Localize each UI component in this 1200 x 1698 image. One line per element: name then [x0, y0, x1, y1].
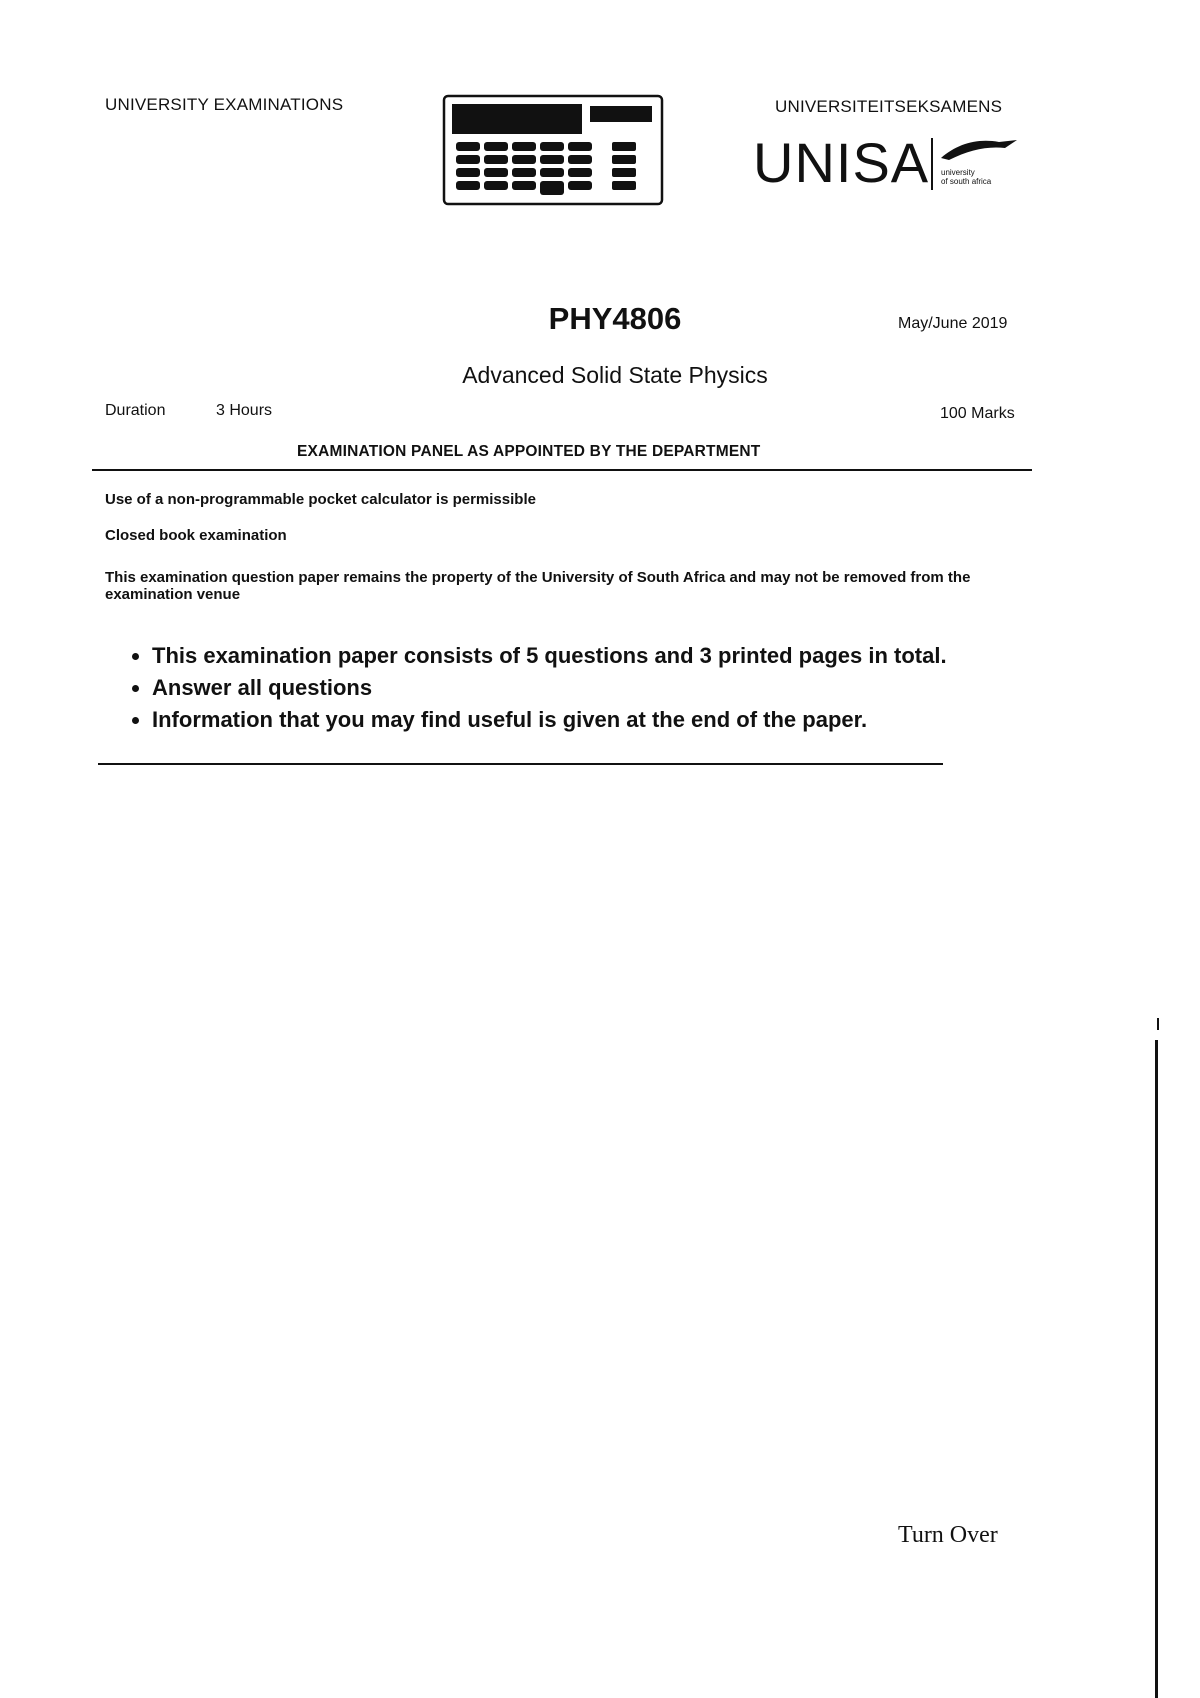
header-right-label: UNIVERSITEITSEKSAMENS — [775, 97, 1003, 116]
calculator-note: Use of a non-programmable pocket calculator is permissible — [105, 491, 536, 508]
list-item: • Answer all questions — [152, 672, 947, 704]
list-item: • Information that you may find useful is given at the end of the paper. — [152, 704, 947, 736]
examination-panel: EXAMINATION PANEL AS APPOINTED BY THE DEPARTMENT — [297, 443, 761, 460]
calculator-icon — [442, 94, 664, 206]
scan-edge-line — [1155, 1040, 1158, 1698]
bird-icon — [939, 136, 1019, 162]
course-code: PHY4806 — [548, 301, 682, 336]
turn-over-label: Turn Over — [898, 1522, 998, 1548]
duration-label: Duration — [105, 402, 166, 419]
list-item: • This examination paper consists of 5 questions and 3 printed pages in total. — [152, 640, 947, 672]
divider-top — [92, 469, 1032, 471]
exam-session: May/June 2019 — [898, 315, 1008, 332]
divider-bottom — [98, 763, 943, 765]
unisa-tagline-1: university — [941, 168, 975, 177]
property-note: This examination question paper remains the property of the University of South Africa and may not be removed from the examination venue — [105, 569, 971, 603]
instruction-list — [118, 640, 947, 736]
total-marks: 100 Marks — [940, 405, 1015, 422]
course-title: Advanced Solid State Physics — [462, 362, 768, 388]
closed-book-note: Closed book examination — [105, 527, 287, 544]
unisa-logo — [753, 130, 1023, 200]
header-left-label: UNIVERSITY EXAMINATIONS — [105, 95, 344, 114]
duration-value: 3 Hours — [216, 402, 273, 419]
unisa-tagline-2: of south africa — [941, 177, 992, 186]
scan-edge-mark — [1157, 1018, 1159, 1030]
unisa-wordmark: UNISA — [753, 131, 930, 194]
